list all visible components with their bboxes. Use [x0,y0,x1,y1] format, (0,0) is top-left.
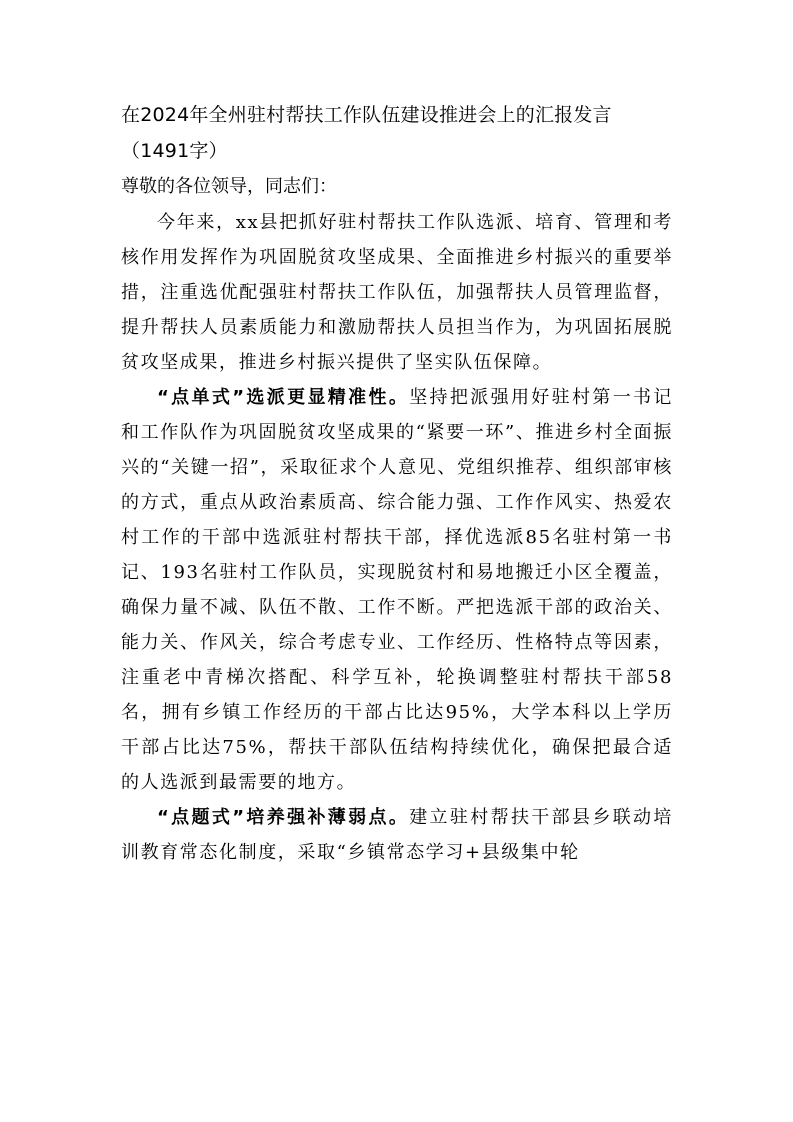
greeting: 尊敬的各位领导，同志们： [121,176,337,197]
paragraph-selection [121,380,673,800]
document-title: 在2024年全州驻村帮扶工作队伍建设推进会上的汇报发言（1491字） [121,104,612,162]
paragraph-lead: “点单式”选派更显精准性。 [157,387,410,408]
paragraph-text: 建立驻村帮扶干部县乡联动培训教育常态化制度，采取“乡镇常态学习+县级集中轮 [121,807,673,863]
document-page [121,97,673,870]
paragraph-text: 坚持把派强用好驻村第一书记和工作队作为巩固脱贫攻坚成果的“紧要一环”、推进乡村全面振兴的“关键一招”，采取征求个人意见、党组织推荐、组织部审核的方式，重点从政治素质高、综合能力强、工作作风实、热爱农村工作的干部中选派驻村帮扶干部，择优选派85名驻村第一书记、193名驻村工作队员，实现脱贫村和易地搬迁小区全覆盖，确保力量不减、队伍不散、工作不断。严把选派干部的政治关、能力关、作风关，综合考虑专业、工作经历、性格特点等因素，注重老中青梯次搭配、科学互补，轮换调整驻村帮扶干部58名，拥有乡镇工作经历的干部占比达95%，大学本科以上学历干部占比达75%，帮扶干部队伍结构持续优化，确保把最合适的人选派到最需要的地方。 [121,387,673,793]
paragraph-lead: “点题式”培养强补薄弱点。 [157,807,410,828]
paragraph-text: 今年来，xx县把抓好驻村帮扶工作队选派、培育、管理和考核作用发挥作为巩固脱贫攻坚成果、全面推进乡村振兴的重要举措，注重选优配强驻村帮扶工作队伍，加强帮扶人员管理监督，提升帮扶人员素质能力和激励帮扶人员担当作为，为巩固拓展脱贫攻坚成果，推进乡村振兴提供了坚实队伍保障。 [121,212,673,373]
paragraph-training [121,800,673,870]
paragraph-intro [121,205,673,380]
